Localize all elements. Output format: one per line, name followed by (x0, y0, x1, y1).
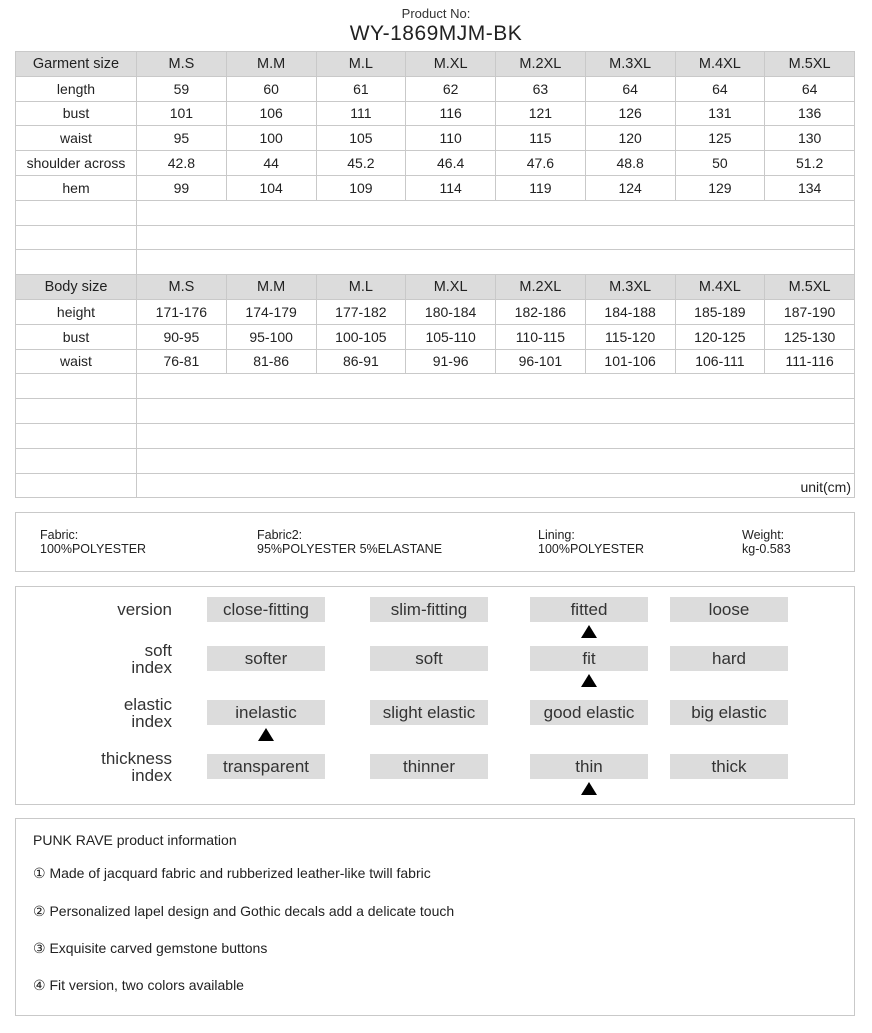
index-label-line: index (131, 766, 172, 785)
garment-cell: 95 (137, 126, 227, 151)
index-option: inelastic (207, 700, 325, 725)
index-option: slim-fitting (370, 597, 488, 622)
garment-cell: 64 (675, 76, 765, 101)
garment-header-cell: M.2XL (496, 52, 586, 77)
garment-row (16, 126, 855, 151)
garment-cell: 101 (137, 101, 227, 126)
garment-cell: 105 (316, 126, 406, 151)
index-option: close-fitting (207, 597, 325, 622)
garment-cell: 51.2 (765, 151, 855, 176)
empty-row (16, 225, 855, 250)
body-header-cell: M.M (226, 275, 316, 300)
body-cell: 177-182 (316, 299, 406, 324)
product-code: WY-1869MJM-BK (349, 22, 523, 45)
garment-cell: 129 (675, 175, 765, 200)
index-panel (15, 586, 855, 805)
index-label (131, 642, 172, 676)
garment-header-cell: Garment size (16, 52, 137, 77)
fabric-label: Fabric: (40, 528, 79, 542)
selected-marker-icon (581, 782, 597, 795)
garment-cell: 62 (406, 76, 496, 101)
empty-cell (137, 250, 855, 275)
body-row (16, 349, 855, 374)
body-cell: 100-105 (316, 324, 406, 349)
body-cell: 105-110 (406, 324, 496, 349)
body-row (16, 299, 855, 324)
body-cell: 95-100 (226, 324, 316, 349)
index-label (117, 601, 172, 618)
empty-row (16, 250, 855, 275)
body-cell: 120-125 (675, 324, 765, 349)
body-header-row (16, 275, 855, 300)
index-option: thin (530, 754, 648, 779)
empty-row (16, 448, 855, 473)
fabric-panel (15, 512, 855, 572)
empty-row (16, 374, 855, 399)
index-label-line: thickness (101, 749, 172, 768)
garment-cell: 130 (765, 126, 855, 151)
product-info-title: PUNK RAVE product information (33, 832, 237, 848)
garment-cell: 104 (226, 175, 316, 200)
empty-cell (137, 423, 855, 448)
unit-label: unit(cm) (137, 473, 855, 498)
index-label-line: index (131, 658, 172, 677)
garment-cell: 44 (226, 151, 316, 176)
garment-cell: 99 (137, 175, 227, 200)
body-row-label: bust (16, 324, 137, 349)
garment-header-row (16, 52, 855, 77)
body-cell: 86-91 (316, 349, 406, 374)
body-cell: 91-96 (406, 349, 496, 374)
index-option: fit (530, 646, 648, 671)
garment-cell: 109 (316, 175, 406, 200)
garment-cell: 45.2 (316, 151, 406, 176)
body-row (16, 324, 855, 349)
garment-header-cell: M.XL (406, 52, 496, 77)
empty-cell (137, 225, 855, 250)
empty-row (16, 423, 855, 448)
garment-cell: 63 (496, 76, 586, 101)
fabric-value: 95%POLYESTER 5%ELASTANE (257, 542, 443, 556)
index-label (124, 696, 172, 730)
index-option: soft (370, 646, 488, 671)
garment-row (16, 76, 855, 101)
body-cell: 96-101 (496, 349, 586, 374)
garment-header-cell: M.M (226, 52, 316, 77)
body-cell: 171-176 (137, 299, 227, 324)
garment-cell: 46.4 (406, 151, 496, 176)
body-cell: 125-130 (765, 324, 855, 349)
garment-cell: 114 (406, 175, 496, 200)
garment-cell: 131 (675, 101, 765, 126)
empty-cell (16, 448, 137, 473)
body-cell: 90-95 (137, 324, 227, 349)
index-label-line: version (117, 600, 172, 619)
garment-row-label: waist (16, 126, 137, 151)
empty-cell (137, 374, 855, 399)
empty-row (16, 200, 855, 225)
index-option: loose (670, 597, 788, 622)
size-table (15, 51, 855, 498)
body-header-cell: M.L (316, 275, 406, 300)
body-header-cell: Body size (16, 275, 137, 300)
garment-cell: 106 (226, 101, 316, 126)
garment-cell: 124 (585, 175, 675, 200)
fabric-label: Lining: (538, 528, 575, 542)
body-cell: 184-188 (585, 299, 675, 324)
empty-cell (16, 374, 137, 399)
product-info-line: ④ Fit version, two colors available (33, 977, 244, 993)
garment-cell: 42.8 (137, 151, 227, 176)
index-label-line: elastic (123, 695, 172, 714)
garment-cell: 60 (226, 76, 316, 101)
body-cell: 111-116 (765, 349, 855, 374)
body-row-label: waist (16, 349, 137, 374)
fabric-item (257, 528, 442, 556)
fabric-value: kg-0.583 (742, 542, 791, 556)
garment-cell: 134 (765, 175, 855, 200)
garment-cell: 126 (585, 101, 675, 126)
body-header-cell: M.2XL (496, 275, 586, 300)
garment-row-label: shoulder across (16, 151, 137, 176)
selected-marker-icon (258, 728, 274, 741)
body-cell: 180-184 (406, 299, 496, 324)
garment-header-cell: M.S (137, 52, 227, 77)
index-option: softer (207, 646, 325, 671)
garment-header-cell: M.3XL (585, 52, 675, 77)
product-header (0, 6, 872, 46)
product-info-line: ② Personalized lapel design and Gothic decals add a delicate touch (33, 903, 455, 919)
body-header-cell: M.XL (406, 275, 496, 300)
index-option: transparent (207, 754, 325, 779)
product-info-line: ③ Exquisite carved gemstone buttons (33, 940, 268, 956)
body-cell: 174-179 (226, 299, 316, 324)
body-header-cell: M.4XL (675, 275, 765, 300)
selected-marker-icon (581, 625, 597, 638)
body-cell: 182-186 (496, 299, 586, 324)
garment-header-cell: M.4XL (675, 52, 765, 77)
empty-cell (16, 473, 137, 498)
body-cell: 76-81 (137, 349, 227, 374)
empty-cell (137, 200, 855, 225)
product-number-label: Product No: (401, 6, 471, 21)
empty-row (16, 473, 855, 498)
empty-cell (16, 399, 137, 424)
garment-cell: 50 (675, 151, 765, 176)
fabric-item (538, 528, 644, 556)
body-header-cell: M.5XL (765, 275, 855, 300)
empty-cell (137, 399, 855, 424)
garment-cell: 125 (675, 126, 765, 151)
index-label (101, 750, 172, 784)
garment-cell: 111 (316, 101, 406, 126)
selected-marker-icon (581, 674, 597, 687)
empty-cell (16, 200, 137, 225)
body-cell: 185-189 (675, 299, 765, 324)
index-option: thick (670, 754, 788, 779)
body-cell: 187-190 (765, 299, 855, 324)
empty-cell (137, 448, 855, 473)
body-header-cell: M.3XL (585, 275, 675, 300)
fabric-label: Weight: (742, 528, 785, 542)
garment-row-label: hem (16, 175, 137, 200)
index-option: good elastic (530, 700, 648, 725)
garment-cell: 48.8 (585, 151, 675, 176)
body-cell: 101-106 (585, 349, 675, 374)
index-label-line: soft (144, 641, 172, 660)
body-cell: 106-111 (675, 349, 765, 374)
body-header-cell: M.S (137, 275, 227, 300)
garment-row (16, 101, 855, 126)
fabric-item (40, 528, 146, 556)
garment-cell: 120 (585, 126, 675, 151)
empty-cell (16, 423, 137, 448)
fabric-label: Fabric2: (257, 528, 303, 542)
body-cell: 115-120 (585, 324, 675, 349)
garment-row (16, 151, 855, 176)
garment-cell: 47.6 (496, 151, 586, 176)
index-option: slight elastic (370, 700, 488, 725)
garment-cell: 64 (765, 76, 855, 101)
garment-cell: 100 (226, 126, 316, 151)
garment-cell: 121 (496, 101, 586, 126)
garment-header-cell: M.L (316, 52, 406, 77)
garment-cell: 59 (137, 76, 227, 101)
garment-cell: 61 (316, 76, 406, 101)
empty-row (16, 399, 855, 424)
index-option: hard (670, 646, 788, 671)
garment-cell: 110 (406, 126, 496, 151)
product-info-line: ① Made of jacquard fabric and rubberized leather-like twill fabric (33, 865, 431, 881)
index-option: fitted (530, 597, 648, 622)
garment-cell: 119 (496, 175, 586, 200)
index-option: thinner (370, 754, 488, 779)
body-cell: 81-86 (226, 349, 316, 374)
garment-cell: 136 (765, 101, 855, 126)
garment-cell: 116 (406, 101, 496, 126)
index-option: big elastic (670, 700, 788, 725)
index-label-line: index (131, 712, 172, 731)
garment-cell: 115 (496, 126, 586, 151)
fabric-value: 100%POLYESTER (538, 542, 645, 556)
garment-row-label: bust (16, 101, 137, 126)
empty-cell (16, 250, 137, 275)
garment-header-cell: M.5XL (765, 52, 855, 77)
product-info-panel (15, 818, 855, 1016)
garment-row (16, 175, 855, 200)
fabric-item (742, 528, 791, 556)
garment-cell: 64 (585, 76, 675, 101)
fabric-value: 100%POLYESTER (40, 542, 147, 556)
empty-cell (16, 225, 137, 250)
body-row-label: height (16, 299, 137, 324)
garment-row-label: length (16, 76, 137, 101)
body-cell: 110-115 (496, 324, 586, 349)
